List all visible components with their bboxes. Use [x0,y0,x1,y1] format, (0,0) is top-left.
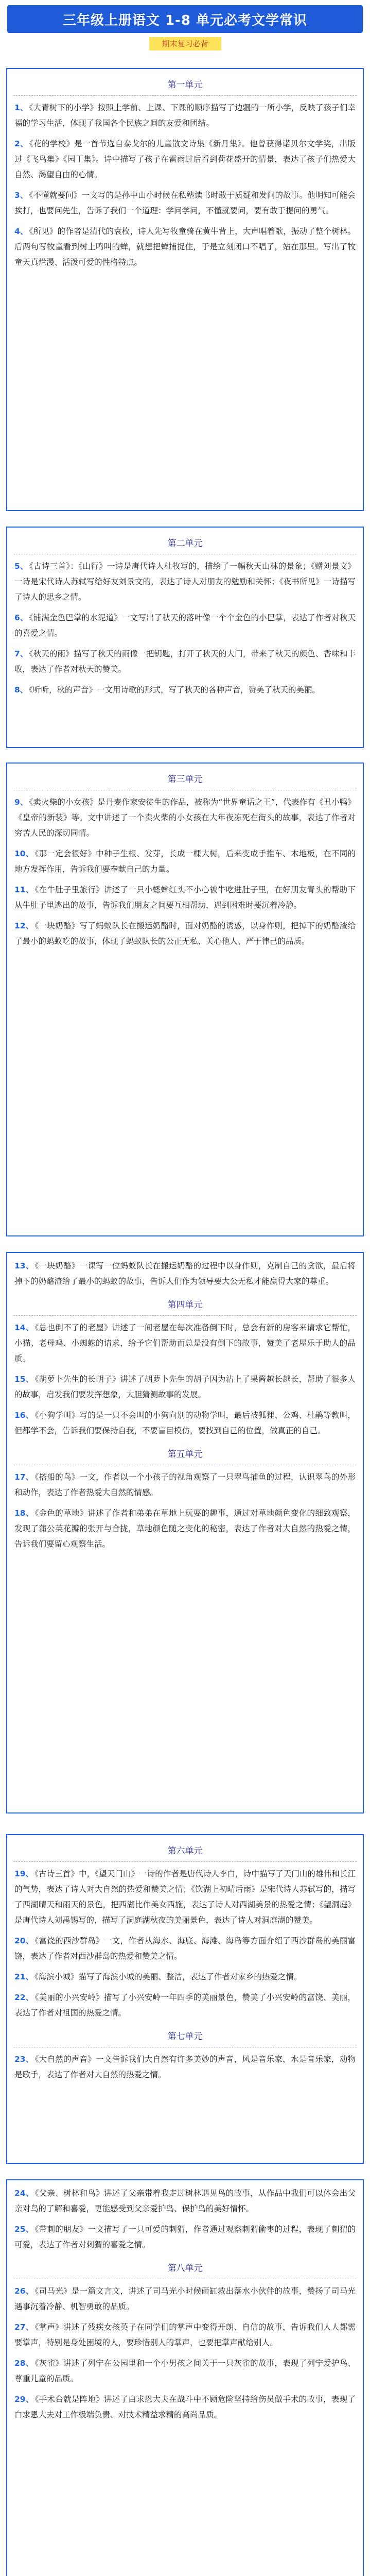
knowledge-item [14,1408,356,1438]
item-text: 《一块奶酪》一课写一位蚂蚁队长在搬运奶酪的过程中以身作则，克制自己的贪欲，最后将掉下的奶酪渣给了最小的蚂蚁的故事，告诉人们作为领导要大公无私才能赢得大家的尊重。 [14,1261,356,1286]
knowledge-item [14,224,356,270]
item-text: 《带刺的朋友》一文描写了一只可爱的刺猬，作者通过观察刺猬偷枣的过程，表现了刺猬的可爱，表达了作者对刺猬的喜爱之情。 [14,2225,356,2249]
unit-heading: 第五单元 [167,1449,203,1460]
item-number: 4、 [14,227,28,236]
item-number: 3、 [14,191,28,200]
item-number: 24、 [14,2189,34,2198]
item-number: 22、 [14,1993,34,2002]
item-text: 《灰雀》讲述了列宁在公园里和一个小男孩之间关于一只灰雀的故事，表现了列宁爱护鸟、尊重儿童的品质。 [14,2359,356,2383]
item-text: 《大自然的声音》一文告诉我们大自然有许多美妙的声音，风是音乐家，水是音乐家，动物是歌手，表达了作者对大自然的热爱之情。 [14,2055,356,2079]
knowledge-item [14,1933,356,1964]
item-text: 《不懂就要问》一文写的是孙中山小时候在私塾读书时敢于质疑和发问的故事。他明知可能会挨打，也要问先生，告诉了我们一个道理：学问学问，不懂就要问，要有敢于提问的勇气。 [14,191,356,215]
item-text: 《古诗三首》：《山行》一诗是唐代诗人杜牧写的，描绘了一幅秋天山林的景象；《赠刘景文》一诗是宋代诗人苏轼写给好友刘景文的，表达了诗人对朋友的勉励和关怀；《夜书所见》一诗描写了诗人的思乡之情。 [14,562,356,602]
item-number: 27、 [14,2323,34,2332]
knowledge-item [14,2355,356,2386]
unit-heading: 第二单元 [167,538,203,549]
item-text: 《卖火柴的小女孩》是丹麦作家安徒生的作品，被称为“世界童话之王”，代表作有《丑小鸭》《皇帝的新装》等。文中讲述了一个卖火柴的小女孩在大年夜冻死在街头的故事，表达了作者对穷苦人民的深切同情。 [14,798,356,838]
knowledge-item [14,646,356,677]
page-title: 三年级上册语文 1-8 单元必考文学常识 [7,5,363,33]
unit-divider [13,1315,357,1316]
unit-heading: 第七单元 [167,2031,203,2042]
item-number: 10、 [14,849,34,858]
knowledge-item [14,918,356,949]
knowledge-item [14,558,356,605]
item-number: 8、 [14,685,28,694]
unit-heading: 第三单元 [167,774,203,785]
unit-heading: 第四单元 [167,1300,203,1310]
unit-divider [13,95,357,96]
item-number: 28、 [14,2359,34,2368]
item-text: 《父亲、树林和鸟》讲述了父亲带着我走过树林遇见鸟的故事，从作品中我们可以体会出父亲对鸟的了解和喜爱，更能感受到父亲爱护鸟、保护鸟的美好情怀。 [14,2189,356,2213]
knowledge-item [14,682,356,698]
item-number: 13、 [14,1261,34,1270]
item-text: 《花的学校》是一首节选自泰戈尔的儿童散文诗集《新月集》。他曾获得诺贝尔文学奖，出版过《飞鸟集》《园丁集》。诗中描写了孩子在雷雨过后看到荷花盛开的情景，表达了孩子们热爱大自然、渴望自由的心情。 [14,139,356,179]
content-card [6,1834,364,2164]
knowledge-item [14,2319,356,2350]
item-number: 18、 [14,1509,34,1518]
knowledge-item [14,610,356,641]
item-number: 21、 [14,1972,34,1981]
item-text: 《掌声》讲述了残疾女孩英子在同学们的掌声中变得开朗、自信的故事，告诉我们人人都需要掌声，特别是身处困境的人，要珍惜别人的掌声，也要把掌声献给别人。 [14,2323,356,2347]
item-number: 20、 [14,1936,34,1945]
knowledge-item [14,1505,356,1552]
page-subtitle: 期末复习必背 [149,37,221,50]
item-number: 16、 [14,1411,34,1420]
knowledge-item [14,100,356,131]
item-text: 《一块奶酪》写了蚂蚁队长在搬运奶酪时，面对奶酪的诱惑，以身作则，把掉下的奶酪渣给了最小的蚂蚁吃的故事，体现了蚂蚁队长的公正无私、关心他人、严于律己的品质。 [14,921,356,946]
item-number: 14、 [14,1323,34,1332]
knowledge-item [14,2052,356,2082]
unit-heading: 第八单元 [167,2263,203,2274]
item-text: 《司马光》是一篇文言文，讲述了司马光小时候砸缸救出落水小伙伴的故事，赞扬了司马光遇事沉着冷静、机智勇敢的品质。 [14,2286,356,2311]
item-text: 《在牛肚子里旅行》讲述了一只小蟋蟀红头不小心被牛吃进肚子里，在好朋友青头的帮助下从牛肚子里逃出的故事，告诉我们朋友之间要互相帮助，遇到困难时要沉着冷静。 [14,885,356,910]
knowledge-item [14,2392,356,2422]
content-card [6,1252,364,1814]
page [0,5,370,2576]
item-number: 6、 [14,613,28,622]
item-text: 《秋天的雨》描写了秋天的雨像一把钥匙，打开了秋天的大门，带来了秋天的颜色、香味和丰收，表达了作者对秋天的赞美。 [14,649,356,674]
knowledge-item [14,2283,356,2314]
item-number: 17、 [14,1472,34,1482]
knowledge-item [14,1469,356,1500]
knowledge-item [14,1371,356,1402]
item-number: 1、 [14,103,28,112]
item-text: 《海滨小城》描写了海滨小城的美丽、整洁，表达了作者对家乡的热爱之情。 [34,1972,302,1981]
content-card [6,527,364,748]
item-text: 《搭船的鸟》一文，作者以一个小孩子的视角观察了一只翠鸟捕鱼的过程，认识翠鸟的外形和动作，表达了作者热爱大自然的情感。 [14,1472,356,1497]
item-number: 25、 [14,2225,34,2234]
knowledge-item [14,1320,356,1366]
unit-divider [13,1861,357,1862]
item-number: 23、 [14,2055,34,2064]
item-number: 9、 [14,798,28,807]
item-text: 《手术台就是阵地》讲述了白求恩大夫在战斗中不顾危险坚持给伤员做手术的故事，表现了白求恩大夫对工作极端负责、对技术精益求精的高尚品质。 [14,2395,356,2419]
knowledge-item [14,2185,356,2216]
item-text: 《铺满金色巴掌的水泥道》一文写出了秋天的落叶像一个个金色的小巴掌，表达了作者对秋天的喜爱之情。 [14,613,356,638]
unit-heading: 第六单元 [167,1846,203,1856]
item-number: 26、 [14,2286,34,2296]
item-text: 《所见》的作者是清代的袁枚，诗人先写牧童骑在黄牛背上，大声唱着歌，振动了整个树林。后两句写牧童看到树上鸣叫的蝉，就想把蝉捕捉住，于是立刻闭口不唱了，站在那里。写出了牧童天真烂漫、活泼可爱的性格特点。 [14,227,356,267]
item-number: 11、 [14,885,34,894]
item-number: 15、 [14,1375,34,1384]
knowledge-item [14,882,356,913]
item-text: 《胡萝卜先生的长胡子》讲述了胡萝卜先生的胡子因为沾上了果酱越长越长，帮助了很多人的故事，启发我们要发挥想象，大胆猜测故事的发展。 [14,1375,356,1399]
item-number: 2、 [14,139,28,148]
knowledge-item [14,1969,356,1985]
item-text: 《总也倒不了的老屋》讲述了一间老屋在每次准备倒下时，总会有新的房客来请求它帮忙，小猫、老母鸡、小蜘蛛的请求，给予它们帮助而总是没有倒下的故事，赞美了老屋乐于助人的品质。 [14,1323,356,1363]
item-text: 《富饶的西沙群岛》一文，作者从海水、海底、海滩、海岛等方面介绍了西沙群岛的美丽富饶，表达了作者对西沙群岛的热爱和赞美之情。 [14,1936,356,1961]
item-text: 《金色的草地》讲述了作者和弟弟在草地上玩耍的趣事，通过对草地颜色变化的细致观察，发现了蒲公英花瓣的张开与合拢，草地颜色随之变化的秘密，表达了作者对大自然的热爱之情，告诉我们要留心观察生活。 [14,1509,356,1549]
knowledge-item [14,2222,356,2252]
item-text: 《小狗学叫》写的是一只不会叫的小狗向别的动物学叫，最后被狐狸、公鸡、杜鹃等教叫，但都学不会，告诉我们要保持自我，不要盲目模仿，要找到自己的位置，做真正的自己。 [14,1411,356,1435]
content-card [6,68,364,511]
content-card [6,762,364,1236]
knowledge-item [14,188,356,218]
knowledge-item [14,136,356,182]
knowledge-item [14,1990,356,2021]
content-card [6,2179,364,2576]
item-number: 29、 [14,2395,34,2404]
item-number: 5、 [14,562,28,571]
knowledge-item [14,794,356,841]
item-text: 《美丽的小兴安岭》描写了小兴安岭一年四季的美丽景色，赞美了小兴安岭的富饶、美丽，表达了作者对祖国的热爱之情。 [14,1993,356,2018]
knowledge-item [14,1866,356,1928]
item-text: 《那一定会很好》中种子生根、发芽，长成一棵大树，后来变成手推车、木地板，在不同的地方发挥作用，告诉我们要奉献自己的力量。 [14,849,356,874]
item-text: 《听听，秋的声音》一文用诗歌的形式，写了秋天的各种声音，赞美了秋天的美丽。 [29,685,321,694]
item-number: 19、 [14,1869,34,1878]
item-text: 《古诗三首》中，《望天门山》一诗的作者是唐代诗人李白，诗中描写了天门山的雄伟和长江的气势，表达了诗人对大自然的热爱和赞美之情；《饮湖上初晴后雨》是宋代诗人苏轼写的，描写了西湖晴天和雨天的景色，把西湖比作美女西施，表达了诗人对西湖美景的热爱之情；《望洞庭》是唐代诗人刘禹锡写的，描写了洞庭湖秋夜的美丽景色，表达了诗人对洞庭湖的赞美。 [14,1869,356,1925]
knowledge-item [14,1258,356,1289]
knowledge-item [14,846,356,877]
item-text: 《大青树下的小学》按照上学前、上课、下课的顺序描写了边疆的一所小学，反映了孩子们幸福的学习生活，体现了我国各个民族之间的友爱和团结。 [14,103,356,128]
item-number: 7、 [14,649,28,658]
item-number: 12、 [14,921,34,930]
unit-heading: 第一单元 [167,80,203,90]
